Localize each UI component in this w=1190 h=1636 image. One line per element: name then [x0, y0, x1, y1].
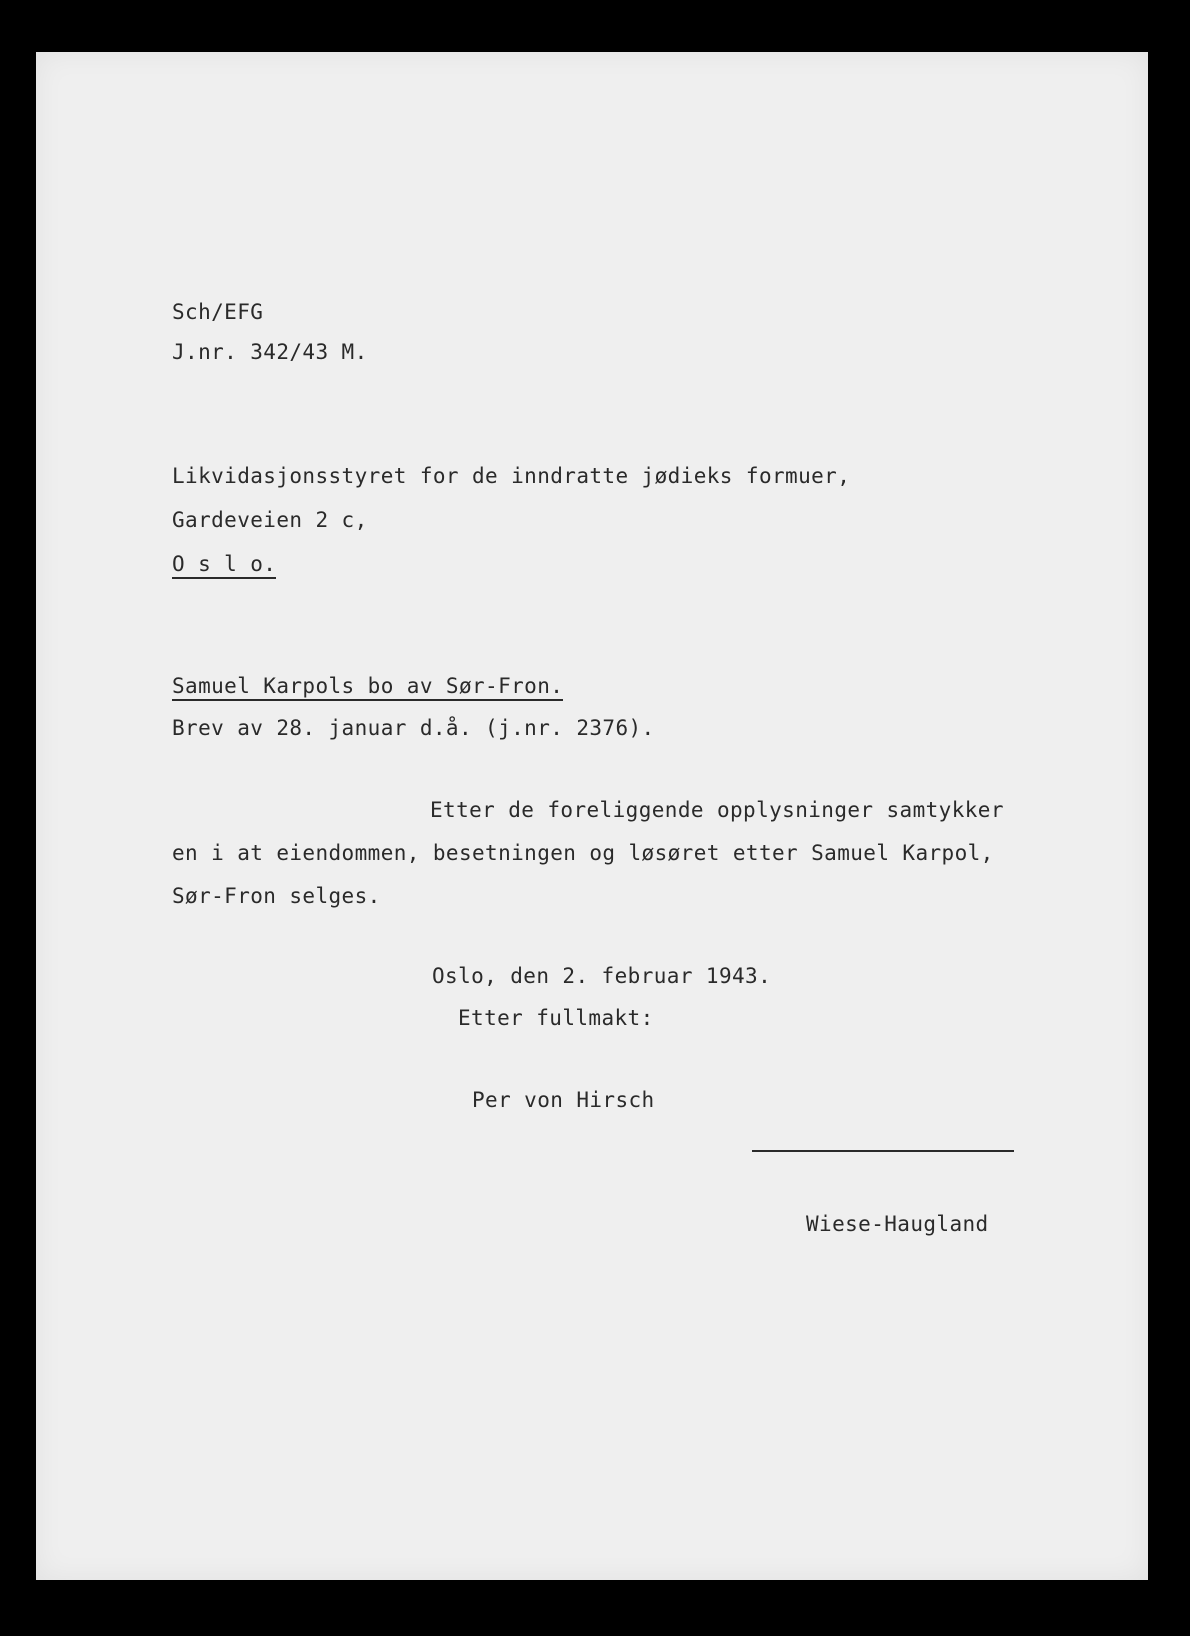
subject-line: Samuel Karpols bo av Sør-Fron. — [172, 676, 563, 701]
reference-letter: Brev av 28. januar d.å. (j.nr. 2376). — [172, 716, 655, 740]
recipient-city: O s l o. — [172, 554, 276, 579]
recipient-street: Gardeveien 2 c, — [172, 508, 368, 532]
reference-code: Sch/EFG — [172, 300, 264, 324]
place-date: Oslo, den 2. februar 1943. — [432, 964, 772, 988]
body-line-1: Etter de foreliggende opplysninger samtykker — [430, 798, 1004, 822]
body-line-2: en i at eiendommen, besetningen og løsøret etter Samuel Karpol, — [172, 841, 994, 865]
body-line-3: Sør-Fron selges. — [172, 884, 381, 908]
signatory-name: Per von Hirsch — [472, 1088, 655, 1112]
journal-number: J.nr. 342/43 M. — [172, 340, 368, 364]
recipient-name: Likvidasjonsstyret for de inndratte jødieks formuer, — [172, 464, 851, 488]
countersignatory-name: Wiese-Haugland — [806, 1212, 989, 1236]
signature-line — [752, 1150, 1014, 1152]
authority-line: Etter fullmakt: — [458, 1006, 654, 1030]
